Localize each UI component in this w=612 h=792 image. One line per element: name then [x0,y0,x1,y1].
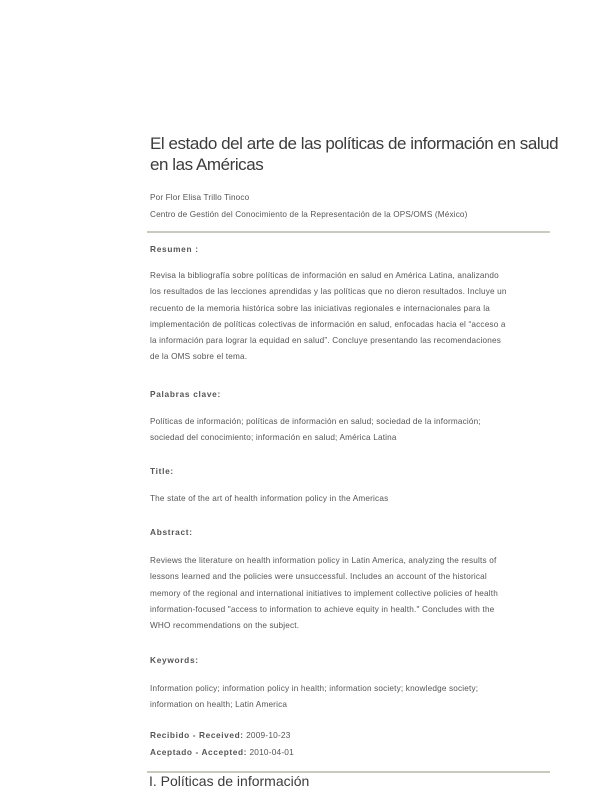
title-en-text [150,491,560,507]
palabras-clave-line: sociedad del conocimiento; información en salud; América Latina [150,433,397,443]
received-label: Recibido - Received: [150,730,244,740]
article-title [150,133,570,175]
palabras-clave-line: Políticas de información; políticas de información en salud; sociedad de la información; [150,417,481,426]
header-divider [147,231,550,233]
keywords-text [150,681,560,714]
accepted-label: Aceptado - Accepted: [150,747,247,757]
accepted-value: 2010-04-01 [246,747,294,757]
accepted-date [150,747,294,757]
title-en-heading: Title: [150,466,174,476]
resumen-line: los resultados de las lecciones aprendidas y las políticas que no dieron resultados. Incluye un [150,287,507,297]
resumen-line: la información para lograr la equidad en salud”. Concluye presentando las recomendaciones [150,336,501,346]
keywords-line: information on health; Latin America [150,700,288,710]
keywords-heading: Keywords: [150,655,199,665]
keywords-line: Information policy; information policy in health; information society; knowledge society; [150,684,479,693]
resumen-line: implementación de políticas colectivas de información en salud, enfocadas hacia el “acceso a [150,319,506,329]
article-affiliation: Centro de Gestión del Conocimiento de la Representación de la OPS/OMS (México) [150,210,468,219]
abstract-text [150,553,560,634]
abstract-line: lessons learned and the policies were unsuccessful. Includes an account of the historical [150,572,487,582]
palabras-clave-heading: Palabras clave: [150,389,221,399]
abstract-line: WHO recommendations on the subject. [150,621,300,631]
resumen-line: Revisa la bibliografía sobre políticas de información en salud en América Latina, analizando [150,271,499,280]
abstract-line: memory of the regional and international initiatives to implement collective policies of health [150,588,498,598]
article-title-line-1: El estado del arte de las políticas de información en salud [150,134,559,153]
received-date [150,730,291,740]
abstract-heading: Abstract: [150,527,193,537]
abstract-line: Reviews the literature on health information policy in Latin America, analyzing the results of [150,556,497,565]
abstract-line: information-focused "access to information to achieve equity in health." Concludes with the [150,604,495,614]
article-title-line-2: en las Américas [150,155,264,174]
resumen-heading: Resumen : [150,244,199,254]
palabras-clave-text [150,414,560,447]
received-value: 2009-10-23 [243,730,291,740]
title-en-line: The state of the art of health information policy in the Americas [150,494,389,503]
section-title: I. Políticas de información [149,773,310,789]
article-author: Por Flor Elisa Trillo Tinoco [150,193,250,202]
resumen-line: recuento de la memoria histórica sobre las iniciativas regionales e internacionales para la [150,303,490,313]
resumen-text [150,268,560,366]
resumen-line: de la OMS sobre el tema. [150,352,248,362]
